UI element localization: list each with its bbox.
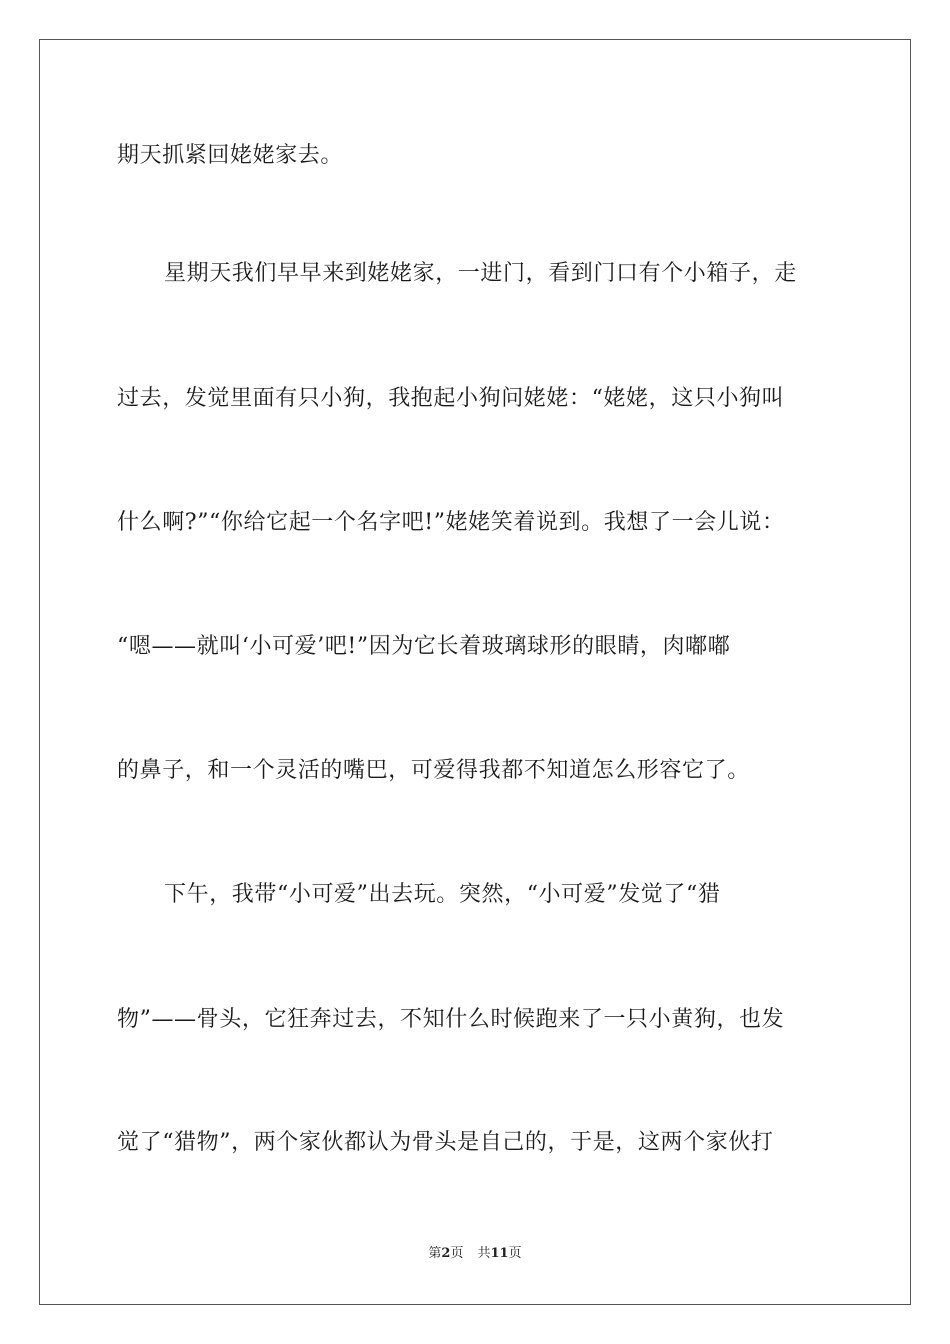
footer-total-pages: 11 <box>490 1246 509 1261</box>
text-line: 物”——骨头，它狂奔过去，不知什么时候跑来了一只小黄狗，也发 <box>117 1007 785 1032</box>
footer-page-number: 2 <box>441 1246 451 1261</box>
text-line: “嗯——就叫‘小可爱’吧!”因为它长着玻璃球形的眼睛，肉嘟嘟 <box>117 634 731 659</box>
text-line-paragraph-start: 星期天我们早早来到姥姥家，一进门，看到门口有个小箱子，走 <box>164 261 797 286</box>
text-line-paragraph-start: 下午，我带“小可爱”出去玩。突然，“小可爱”发觉了“猎 <box>164 882 721 907</box>
text-line: 过去，发觉里面有只小狗，我抱起小狗问姥姥：“姥姥，这只小狗叫 <box>117 386 785 411</box>
text-line: 期天抓紧回姥姥家去。 <box>117 143 344 168</box>
footer-total-prefix: 共 <box>477 1246 491 1261</box>
footer-total-suffix: 页 <box>508 1246 522 1261</box>
text-line: 的鼻子，和一个灵活的嘴巴，可爱得我都不知道怎么形容它了。 <box>117 758 750 783</box>
footer-page-suffix: 页 <box>450 1246 464 1261</box>
text-line: 什么啊?”“你给它起一个名字吧!”姥姥笑着说到。我想了一会儿说： <box>117 510 785 535</box>
page-border <box>39 39 911 1305</box>
footer-page-prefix: 第 <box>428 1246 442 1261</box>
page-footer <box>0 1246 950 1262</box>
text-line: 觉了“猎物”，两个家伙都认为骨头是自己的，于是，这两个家伙打 <box>117 1130 774 1155</box>
